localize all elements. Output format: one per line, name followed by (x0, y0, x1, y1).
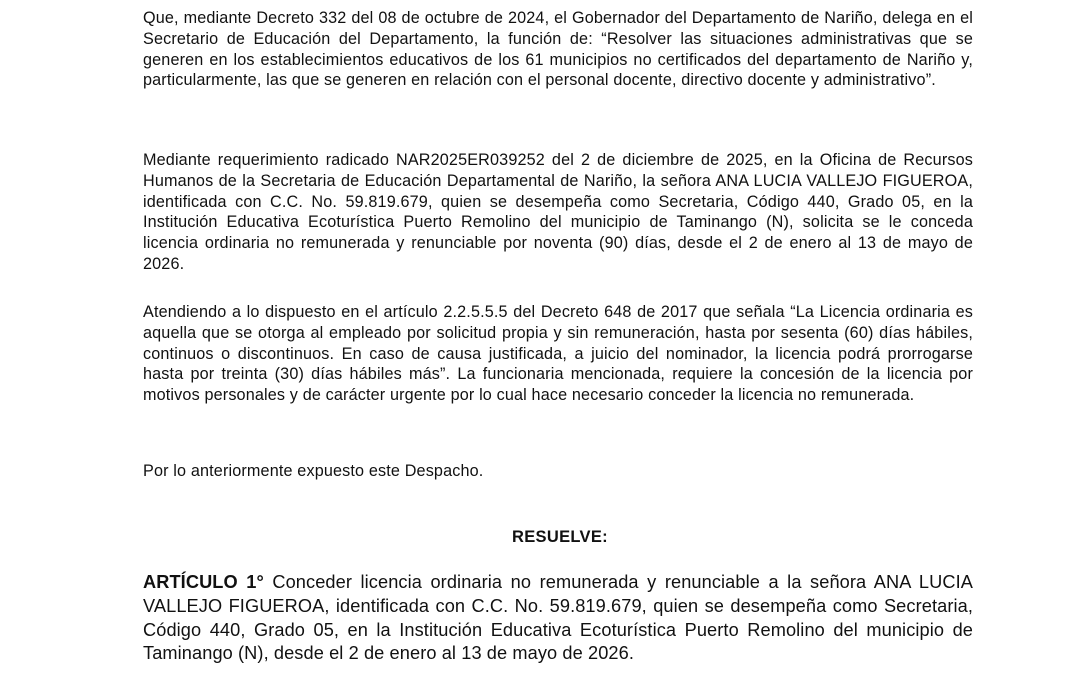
paragraph-request: Mediante requerimiento radicado NAR2025ER039252 del 2 de diciembre de 2025, en la Oficina de Recursos Humanos de la Secretaria de Educación Departamental de Nariño, la señora ANA LUCIA VALLEJO FIGUEROA, identificada con C.C. No. 59.819.679, quien se desempeña como Secretaria, Código 440, Grado 05, en la Institución Educativa Ecoturística Puerto Remolino del municipio de Taminango (N), solicita se le conceda licencia ordinaria no remunerada y renunciable por noventa (90) días, desde el 2 de enero al 13 de mayo de 2026. (143, 151, 973, 273)
article-1 (143, 571, 973, 666)
paragraph-delegation: Que, mediante Decreto 332 del 08 de octubre de 2024, el Gobernador del Departamento de Nariño, delega en el Secretario de Educación del Departamento, la función de: “Resolver las situaciones administrativas que se generen en los establecimientos educativos de los 61 municipios no certificados del departamento de Nariño y, particularmente, las que se generen en relación con el personal docente, directivo docente y administrativo”. (143, 9, 973, 90)
resuelve-heading: RESUELVE: (512, 528, 608, 546)
paragraph-legal-basis: Atendiendo a lo dispuesto en el artículo 2.2.5.5.5 del Decreto 648 de 2017 que señala “La Licencia ordinaria es aquella que se otorga al empleado por solicitud propia y sin remuneración, hasta por sesenta (60) días hábiles, continuos o discontinuos. En caso de causa justificada, a juicio del nominador, la licencia podrá prorrogarse hasta por treinta (30) días hábiles más”. La funcionaria mencionada, requiere la concesión de la licencia por motivos personales y de carácter urgente por lo cual hace necesario conceder la licencia no remunerada. (143, 303, 973, 405)
article-1-text: Conceder licencia ordinaria no remunerada y renunciable a la señora ANA LUCIA VALLEJO FIGUEROA, identificada con C.C. No. 59.819.679, quien se desempeña como Secretaria, Código 440, Grado 05, en la Institución Educativa Ecoturística Puerto Remolino del municipio de Taminango (N), desde el 2 de enero al 13 de mayo de 2026. (143, 572, 973, 664)
article-1-label: ARTÍCULO 1° (143, 572, 264, 592)
paragraph-conclusion: Por lo anteriormente expuesto este Despacho. (143, 462, 484, 480)
